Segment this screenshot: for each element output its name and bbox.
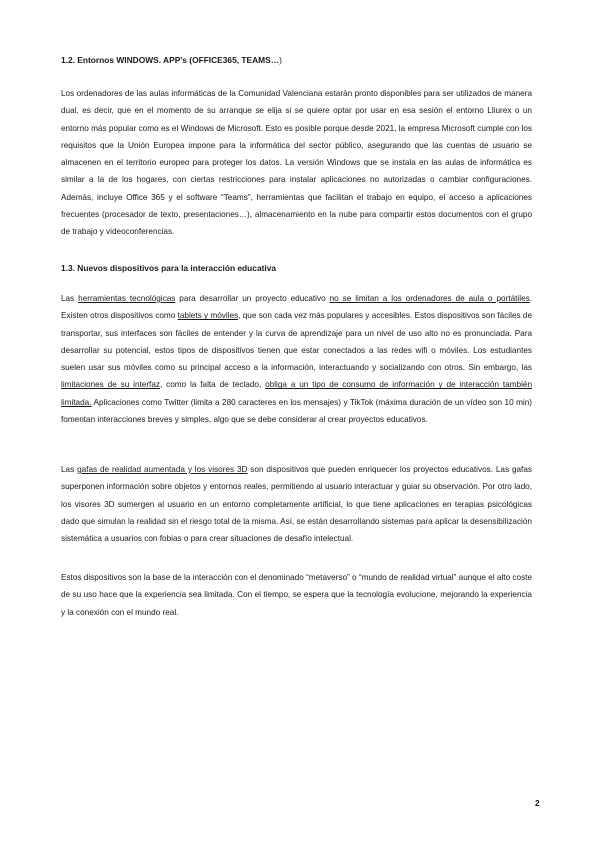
section-heading-1-2: 1.2. Entornos WINDOWS. APP’s (OFFICE365, TEAMS…): [61, 55, 282, 65]
paragraph-windows-environments: Los ordenadores de las aulas informáticas de la Comunidad Valenciana estarán pronto disponibles para ser utilizados de manera dual, es decir, que en el momento de su arranque se elija si se quiere optar por usar en esa sesión el entorno Lliurex o un entorno más popular como es el Windows de Microsoft. Esto es posible porque desde 2021, la empresa Microsoft cumple con los requisitos que la Unión Europea impone para la informática del sector público, asegurando que las cuentas de usuario se almacenen en el territorio europeo para proteger los datos. La versión Windows que se instala en las aulas de informática es similar a la de los hogares, con ciertas restricciones para instalar aplicaciones no autorizadas o cambiar configuraciones. Además, incluye Office 365 y el software “Teams”, herramientas que facilitan el trabajo en equipo, el acceso a aplicaciones frecuentes (procesador de texto, presentaciones…), almacenamiento en la nube para compartir estos documentos con el grupo de trabajo y videoconferencias.: [61, 89, 532, 237]
underlined-phrase: obliga a un tipo de consumo de información y de interacción también limitada.: [61, 380, 533, 407]
section-heading-1-3: 1.3. Nuevos dispositivos para la interacción educativa: [61, 263, 277, 273]
paragraph-new-devices: Las herramientas tecnológicas para desarrollar un proyecto educativo no se limitan a los ordenadores de aula o portátiles. Existen otros dispositivos como tablets y móviles, que son cada vez más populares y accesibles. Estos dispositivos son fáciles de transportar, sus interfaces son fáciles de entender y la curva de aprendizaje para un nivel de uso alto no es pronunciada. Para desarrollar su potencial, estos tipos de dispositivos tienen que estar conectados a las redes wifi o móviles. Los estudiantes suelen usar sus móviles como su principal acceso a la información, interactuando y socializando con otros. Sin embargo, las limitaciones de su interfaz, como la falta de teclado, obliga a un tipo de consumo de información y de interacción también limitada. Aplicaciones como Twitter (limita a 280 caracteres en los mensajes) y TikTok (máxima duración de un vídeo son 10 min) fomentan interacciones breves y simples, algo que se debe considerar al crear proyectos educativos.: [61, 294, 533, 425]
link-herramientas-tecnologicas[interactable]: herramientas tecnológicas: [78, 294, 176, 303]
link-limitaciones-interfaz[interactable]: limitaciones de su interfaz: [61, 380, 160, 390]
link-tablets-moviles[interactable]: tablets y móviles: [177, 311, 239, 321]
link-gafas-realidad-aumentada[interactable]: gafas de realidad aumentada y los visores 3D: [77, 465, 248, 474]
underlined-phrase: no se limitan a los ordenadores de aula o portátiles: [329, 294, 530, 303]
page-number: 2: [535, 798, 540, 808]
paragraph-ar-vr-devices: Las gafas de realidad aumentada y los visores 3D son dispositivos que pueden enriquecer los proyectos educativos. Las gafas superponen información sobre objetos y entornos reales, permitiendo al usuario interactuar y guiar su observación. Por otro lado, los visores 3D sumergen al usuario en un entorno completamente artificial, lo que tiene aplicaciones en terapias psicológicas dado que simulan la realidad sin el riesgo total de la misma. Así, se están desarrollando sistemas para aplicar la desensibilización sistemática a usuarios con fobias o para crear situaciones de desafío intelectual.: [61, 465, 532, 544]
paragraph-metaverse: Estos dispositivos son la base de la interacción con el denominado “metaverso” o “mundo de realidad virtual” aunque el alto coste de su uso hace que la experiencia sea limitada. Con el tiempo, se espera que la tecnología evolucione, mejorando la experiencia y la conexión con el mundo real.: [61, 573, 532, 617]
